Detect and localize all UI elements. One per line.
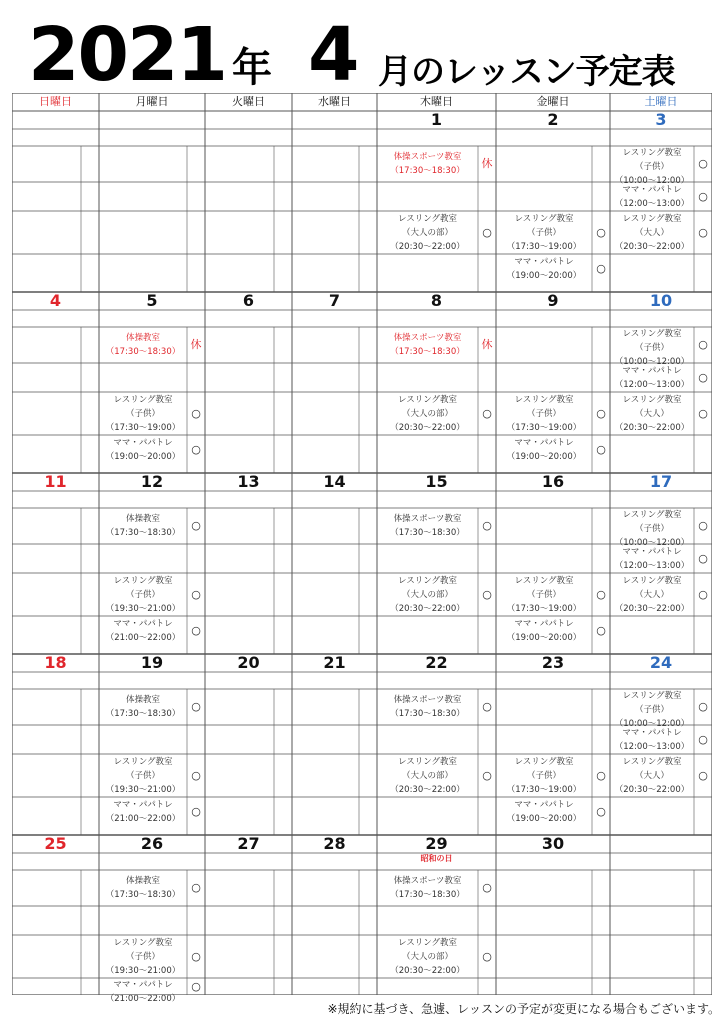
weekday-header: 木曜日 bbox=[420, 95, 453, 108]
lesson-entry bbox=[496, 617, 592, 645]
lesson-line: （子供） bbox=[634, 343, 669, 353]
lesson-line: （17:30～19:00） bbox=[506, 603, 582, 614]
lesson-line: （17:30～18:30） bbox=[105, 709, 181, 719]
lesson-entry bbox=[377, 936, 478, 978]
lesson-line: レスリング教室 bbox=[514, 575, 574, 586]
lesson-entry bbox=[377, 331, 478, 359]
lesson-line: レスリング教室 bbox=[622, 575, 682, 586]
lesson-line: （子供） bbox=[634, 162, 669, 172]
lesson-line: （大人） bbox=[634, 770, 669, 781]
lesson-line: （21:00～22:00） bbox=[105, 813, 181, 824]
lesson-entry bbox=[377, 150, 478, 178]
day-number: 23 bbox=[541, 653, 565, 672]
open-mark: ○ bbox=[191, 519, 201, 532]
lesson-line: （10:00～12:00） bbox=[614, 538, 690, 548]
lesson-entry bbox=[496, 798, 592, 826]
lesson-line: レスリング教室 bbox=[113, 937, 173, 948]
lesson-line: レスリング教室 bbox=[514, 756, 574, 767]
open-mark: ○ bbox=[596, 262, 606, 275]
lesson-entry bbox=[377, 874, 478, 902]
lesson-line: （19:00～20:00） bbox=[506, 270, 582, 281]
lesson-entry bbox=[610, 726, 694, 754]
lesson-line: （20:30～22:00） bbox=[390, 603, 465, 614]
closed-mark: 休 bbox=[481, 157, 493, 170]
lesson-entry bbox=[610, 393, 694, 435]
lesson-entry bbox=[99, 693, 187, 721]
lesson-line: レスリング教室 bbox=[622, 394, 682, 405]
lesson-entry bbox=[99, 393, 187, 435]
lesson-line: 体操教室 bbox=[125, 876, 160, 886]
lesson-entry bbox=[496, 212, 592, 254]
lesson-line: ママ・パパトレ bbox=[113, 618, 173, 629]
lesson-entry bbox=[496, 574, 592, 616]
closed-mark: 休 bbox=[481, 338, 493, 351]
lesson-line: （20:30～22:00） bbox=[390, 241, 465, 252]
day-number: 18 bbox=[44, 653, 67, 672]
lesson-line: （子供） bbox=[125, 408, 160, 419]
lesson-entry bbox=[99, 755, 187, 797]
lesson-entry bbox=[99, 574, 187, 616]
lesson-line: ママ・パパトレ bbox=[113, 980, 173, 990]
lesson-entry bbox=[377, 512, 478, 540]
day-number: 28 bbox=[323, 834, 346, 853]
day-number: 9 bbox=[547, 291, 559, 310]
open-mark: ○ bbox=[698, 700, 708, 713]
lesson-line: （12:00～13:00） bbox=[614, 741, 690, 752]
day-number: 24 bbox=[649, 653, 673, 672]
lesson-line: 体操スポーツ教室 bbox=[393, 152, 462, 162]
lesson-calendar bbox=[12, 93, 712, 1004]
lesson-line: （19:00～20:00） bbox=[506, 632, 582, 643]
lesson-entry bbox=[610, 183, 694, 211]
title-year-suffix: 年 bbox=[232, 45, 272, 91]
lesson-line: レスリング教室 bbox=[397, 213, 458, 224]
day-number: 8 bbox=[430, 291, 443, 310]
lesson-entry bbox=[496, 436, 592, 464]
lesson-line: （20:30～22:00） bbox=[390, 784, 465, 795]
open-mark: ○ bbox=[482, 881, 492, 894]
lesson-entry bbox=[496, 255, 592, 283]
lesson-line: （大人の部） bbox=[401, 408, 453, 419]
lesson-entry bbox=[377, 755, 478, 797]
lesson-line: （19:30～21:00） bbox=[105, 784, 181, 795]
lesson-line: （17:30～18:30） bbox=[105, 528, 181, 538]
open-mark: ○ bbox=[698, 519, 708, 532]
lesson-line: （21:00～22:00） bbox=[105, 994, 181, 1004]
day-number: 4 bbox=[49, 291, 62, 310]
lesson-line: （大人の部） bbox=[401, 227, 453, 238]
open-mark: ○ bbox=[191, 980, 201, 993]
open-mark: ○ bbox=[191, 805, 201, 818]
weekday-header: 金曜日 bbox=[536, 95, 570, 108]
lesson-entry bbox=[99, 936, 187, 978]
day-number: 15 bbox=[425, 472, 448, 491]
day-number: 22 bbox=[425, 653, 448, 672]
closed-mark: 休 bbox=[190, 338, 202, 351]
lesson-line: ママ・パパトレ bbox=[622, 184, 682, 195]
title-text: 月のレッスン予定表 bbox=[378, 52, 675, 92]
lesson-entry bbox=[99, 978, 187, 1006]
lesson-line: ママ・パパトレ bbox=[514, 437, 574, 448]
open-mark: ○ bbox=[191, 443, 201, 456]
day-number: 10 bbox=[649, 291, 673, 310]
day-number: 25 bbox=[44, 834, 67, 853]
lesson-line: 体操教室 bbox=[125, 514, 160, 524]
lesson-line: （子供） bbox=[634, 524, 669, 534]
open-mark: ○ bbox=[482, 588, 492, 601]
day-number: 5 bbox=[146, 291, 158, 310]
lesson-entry bbox=[99, 512, 187, 540]
lesson-line: レスリング教室 bbox=[622, 510, 682, 520]
day-number: 29 bbox=[425, 834, 448, 853]
day-number: 1 bbox=[430, 110, 443, 129]
day-number: 27 bbox=[237, 834, 260, 853]
lesson-line: （20:30～22:00） bbox=[390, 965, 465, 976]
lesson-line: 体操スポーツ教室 bbox=[393, 695, 462, 705]
open-mark: ○ bbox=[596, 805, 606, 818]
weekday-header: 土曜日 bbox=[644, 95, 678, 108]
lesson-line: （大人） bbox=[634, 589, 669, 600]
weekday-header: 月曜日 bbox=[135, 95, 169, 108]
lesson-line: （子供） bbox=[526, 770, 561, 781]
lesson-line: （19:00～20:00） bbox=[506, 813, 582, 824]
lesson-line: （17:30～19:00） bbox=[506, 784, 582, 795]
lesson-entry bbox=[610, 212, 694, 254]
lesson-line: （20:30～22:00） bbox=[390, 422, 465, 433]
lesson-entry bbox=[496, 393, 592, 435]
lesson-line: ママ・パパトレ bbox=[514, 256, 574, 267]
day-number: 16 bbox=[541, 472, 565, 491]
lesson-line: （20:30～22:00） bbox=[614, 422, 690, 433]
open-mark: ○ bbox=[482, 226, 492, 239]
lesson-line: ママ・パパトレ bbox=[622, 727, 682, 738]
lesson-entry bbox=[610, 364, 694, 392]
lesson-line: （大人の部） bbox=[401, 951, 453, 962]
open-mark: ○ bbox=[698, 226, 708, 239]
lesson-line: （20:30～22:00） bbox=[614, 603, 690, 614]
lesson-line: レスリング教室 bbox=[622, 329, 682, 339]
open-mark: ○ bbox=[698, 157, 708, 170]
lesson-line: レスリング教室 bbox=[113, 575, 173, 586]
lesson-entry bbox=[99, 436, 187, 464]
weekday-header: 水曜日 bbox=[318, 95, 351, 108]
lesson-entry bbox=[99, 798, 187, 826]
lesson-line: （21:00～22:00） bbox=[105, 632, 181, 643]
lesson-entry bbox=[99, 617, 187, 645]
weekday-header: 日曜日 bbox=[39, 95, 72, 108]
open-mark: ○ bbox=[191, 588, 201, 601]
lesson-line: （子供） bbox=[526, 589, 561, 600]
open-mark: ○ bbox=[698, 733, 708, 746]
open-mark: ○ bbox=[191, 624, 201, 637]
day-number: 2 bbox=[547, 110, 559, 129]
day-number: 7 bbox=[328, 291, 341, 310]
lesson-line: （12:00～13:00） bbox=[614, 379, 690, 390]
lesson-line: （10:00～12:00） bbox=[614, 719, 690, 729]
lesson-line: （17:30～19:00） bbox=[506, 422, 582, 433]
lesson-line: 体操スポーツ教室 bbox=[393, 876, 462, 886]
open-mark: ○ bbox=[596, 443, 606, 456]
lesson-line: レスリング教室 bbox=[397, 756, 458, 767]
day-number: 30 bbox=[541, 834, 565, 853]
lesson-line: レスリング教室 bbox=[514, 394, 574, 405]
title-month: 4 bbox=[308, 12, 360, 98]
day-number: 11 bbox=[44, 472, 67, 491]
lesson-line: （19:00～20:00） bbox=[506, 451, 582, 462]
lesson-line: （17:30～19:00） bbox=[506, 241, 582, 252]
open-mark: ○ bbox=[191, 769, 201, 782]
lesson-line: （17:30～18:30） bbox=[390, 528, 465, 538]
lesson-line: （20:30～22:00） bbox=[614, 241, 690, 252]
open-mark: ○ bbox=[698, 552, 708, 565]
lesson-line: レスリング教室 bbox=[622, 148, 682, 158]
lesson-line: （10:00～12:00） bbox=[614, 357, 690, 367]
open-mark: ○ bbox=[596, 769, 606, 782]
lesson-line: （12:00～13:00） bbox=[614, 560, 690, 571]
lesson-line: （10:00～12:00） bbox=[614, 176, 690, 186]
lesson-line: （17:30～18:30） bbox=[105, 890, 181, 900]
open-mark: ○ bbox=[191, 881, 201, 894]
lesson-line: 体操スポーツ教室 bbox=[393, 333, 462, 343]
footnote: ※規約に基づき、急遽、レッスンの予定が変更になる場合もございます。 bbox=[327, 1002, 720, 1016]
day-number: 21 bbox=[323, 653, 346, 672]
lesson-line: （子供） bbox=[125, 770, 160, 781]
lesson-line: レスリング教室 bbox=[622, 213, 682, 224]
open-mark: ○ bbox=[698, 338, 708, 351]
lesson-line: （19:30～21:00） bbox=[105, 965, 181, 976]
lesson-line: 体操教室 bbox=[125, 333, 160, 343]
lesson-entry bbox=[610, 755, 694, 797]
open-mark: ○ bbox=[191, 700, 201, 713]
calendar-title bbox=[0, 0, 724, 98]
open-mark: ○ bbox=[596, 588, 606, 601]
lesson-line: （子供） bbox=[526, 408, 561, 419]
lesson-entry bbox=[99, 874, 187, 902]
lesson-line: ママ・パパトレ bbox=[514, 799, 574, 810]
day-number: 12 bbox=[140, 472, 164, 491]
open-mark: ○ bbox=[482, 407, 492, 420]
open-mark: ○ bbox=[482, 769, 492, 782]
title-year: 2021 bbox=[28, 12, 226, 98]
open-mark: ○ bbox=[596, 624, 606, 637]
lesson-line: ママ・パパトレ bbox=[113, 799, 173, 810]
lesson-line: ママ・パパトレ bbox=[622, 365, 682, 376]
lesson-line: レスリング教室 bbox=[514, 213, 574, 224]
lesson-line: （大人の部） bbox=[401, 589, 453, 600]
lesson-line: 体操スポーツ教室 bbox=[393, 514, 462, 524]
lesson-line: （17:30～18:30） bbox=[390, 890, 465, 900]
day-number: 6 bbox=[242, 291, 255, 310]
day-number: 3 bbox=[655, 110, 667, 129]
open-mark: ○ bbox=[191, 407, 201, 420]
lesson-line: （大人） bbox=[634, 227, 669, 238]
lesson-line: ママ・パパトレ bbox=[113, 437, 173, 448]
day-number: 26 bbox=[140, 834, 164, 853]
lesson-line: レスリング教室 bbox=[397, 394, 458, 405]
lesson-line: レスリング教室 bbox=[113, 756, 173, 767]
lesson-entry bbox=[496, 755, 592, 797]
lesson-entry bbox=[377, 393, 478, 435]
lesson-line: （12:00～13:00） bbox=[614, 198, 690, 209]
open-mark: ○ bbox=[482, 950, 492, 963]
lesson-entry bbox=[99, 331, 187, 359]
lesson-line: （19:00～20:00） bbox=[105, 451, 181, 462]
lesson-entry bbox=[610, 545, 694, 573]
lesson-line: レスリング教室 bbox=[622, 691, 682, 701]
lesson-line: （大人の部） bbox=[401, 770, 453, 781]
weekday-header: 火曜日 bbox=[232, 95, 265, 108]
lesson-entry bbox=[377, 693, 478, 721]
lesson-line: ママ・パパトレ bbox=[622, 546, 682, 557]
lesson-line: レスリング教室 bbox=[622, 756, 682, 767]
lesson-line: （19:30～21:00） bbox=[105, 603, 181, 614]
lesson-line: （大人） bbox=[634, 408, 669, 419]
lesson-line: （17:30～18:30） bbox=[390, 709, 465, 719]
lesson-entry bbox=[377, 212, 478, 254]
lesson-line: （17:30～18:30） bbox=[390, 347, 465, 357]
open-mark: ○ bbox=[482, 700, 492, 713]
lesson-line: （子供） bbox=[634, 705, 669, 715]
open-mark: ○ bbox=[596, 407, 606, 420]
lesson-line: （20:30～22:00） bbox=[614, 784, 690, 795]
lesson-line: （子供） bbox=[526, 227, 561, 238]
lesson-entry bbox=[610, 574, 694, 616]
lesson-line: （子供） bbox=[125, 589, 160, 600]
open-mark: ○ bbox=[698, 371, 708, 384]
day-number: 17 bbox=[649, 472, 673, 491]
open-mark: ○ bbox=[698, 588, 708, 601]
day-number: 13 bbox=[237, 472, 260, 491]
open-mark: ○ bbox=[698, 190, 708, 203]
lesson-line: 体操教室 bbox=[125, 695, 160, 705]
lesson-line: ママ・パパトレ bbox=[514, 618, 574, 629]
lesson-line: （17:30～18:30） bbox=[105, 347, 181, 357]
lesson-line: レスリング教室 bbox=[397, 937, 458, 948]
lesson-line: レスリング教室 bbox=[397, 575, 458, 586]
lesson-line: レスリング教室 bbox=[113, 394, 173, 405]
open-mark: ○ bbox=[698, 769, 708, 782]
lesson-line: （17:30～18:30） bbox=[390, 166, 465, 176]
open-mark: ○ bbox=[596, 226, 606, 239]
open-mark: ○ bbox=[191, 950, 201, 963]
open-mark: ○ bbox=[482, 519, 492, 532]
lesson-entry bbox=[377, 574, 478, 616]
lesson-line: （17:30～19:00） bbox=[105, 422, 181, 433]
lesson-line: （子供） bbox=[125, 951, 160, 962]
open-mark: ○ bbox=[698, 407, 708, 420]
day-number: 14 bbox=[323, 472, 346, 491]
day-number: 20 bbox=[237, 653, 260, 672]
day-number: 19 bbox=[140, 653, 164, 672]
holiday-label: 昭和の日 bbox=[420, 854, 453, 863]
